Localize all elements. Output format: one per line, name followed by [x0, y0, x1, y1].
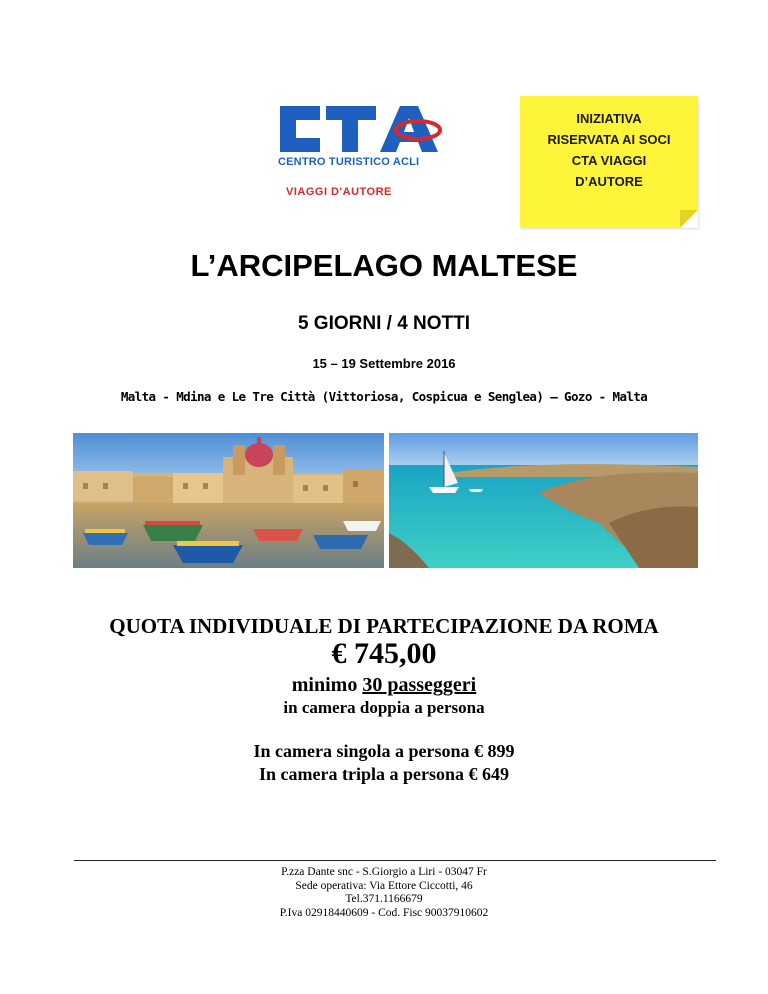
- trip-dates: 15 – 19 Settembre 2016: [312, 356, 456, 371]
- minimum-passengers: [0, 674, 768, 697]
- room-basis: in camera doppia a persona: [283, 698, 485, 717]
- minimum-prefix: minimo: [291, 674, 363, 696]
- note-line: RISERVATA AI SOCI: [547, 132, 671, 147]
- cta-logo-mark: [268, 100, 448, 160]
- single-room-price: In camera singola a persona € 899: [253, 741, 515, 761]
- price-heading: QUOTA INDIVIDUALE DI PARTECIPAZIONE DA ROMA: [109, 614, 659, 638]
- footer: [0, 866, 768, 920]
- note-line: CTA VIAGGI: [571, 153, 647, 168]
- trip-duration: 5 GIORNI / 4 NOTTI: [297, 313, 471, 334]
- price-value: € 745,00: [331, 637, 437, 670]
- logo-tagline: VIAGGI D'AUTORE: [286, 186, 392, 198]
- gozo-blue-lagoon-photo: [389, 433, 698, 568]
- footer-office: Sede operativa: Via Ettore Ciccotti, 46: [295, 879, 473, 892]
- footer-divider: [74, 860, 716, 861]
- trip-route: Malta - Mdina e Le Tre Città (Vittoriosa, Cospicua e Senglea) – Gozo - Malta: [120, 389, 648, 404]
- trip-title: L’ARCIPELAGO MALTESE: [190, 248, 578, 283]
- footer-tax: P.Iva 02918440609 - Cod. Fisc 90037910602: [279, 906, 489, 919]
- footer-address: P.zza Dante snc - S.Giorgio a Liri - 03047 Fr: [281, 866, 487, 878]
- logo-name: CENTRO TURISTICO ACLI: [278, 156, 420, 168]
- page-curl-icon: [680, 210, 698, 228]
- cta-logo: [268, 100, 448, 200]
- marsaxlokk-harbour-photo: [73, 433, 384, 568]
- triple-room-price: In camera tripla a persona € 649: [259, 764, 509, 784]
- minimum-value: 30 passeggeri: [362, 674, 477, 696]
- note-line: D’AUTORE: [575, 174, 643, 189]
- footer-phone: Tel.371.1166679: [345, 893, 423, 905]
- note-line: INIZIATIVA: [576, 111, 642, 126]
- sticky-note: [520, 96, 698, 228]
